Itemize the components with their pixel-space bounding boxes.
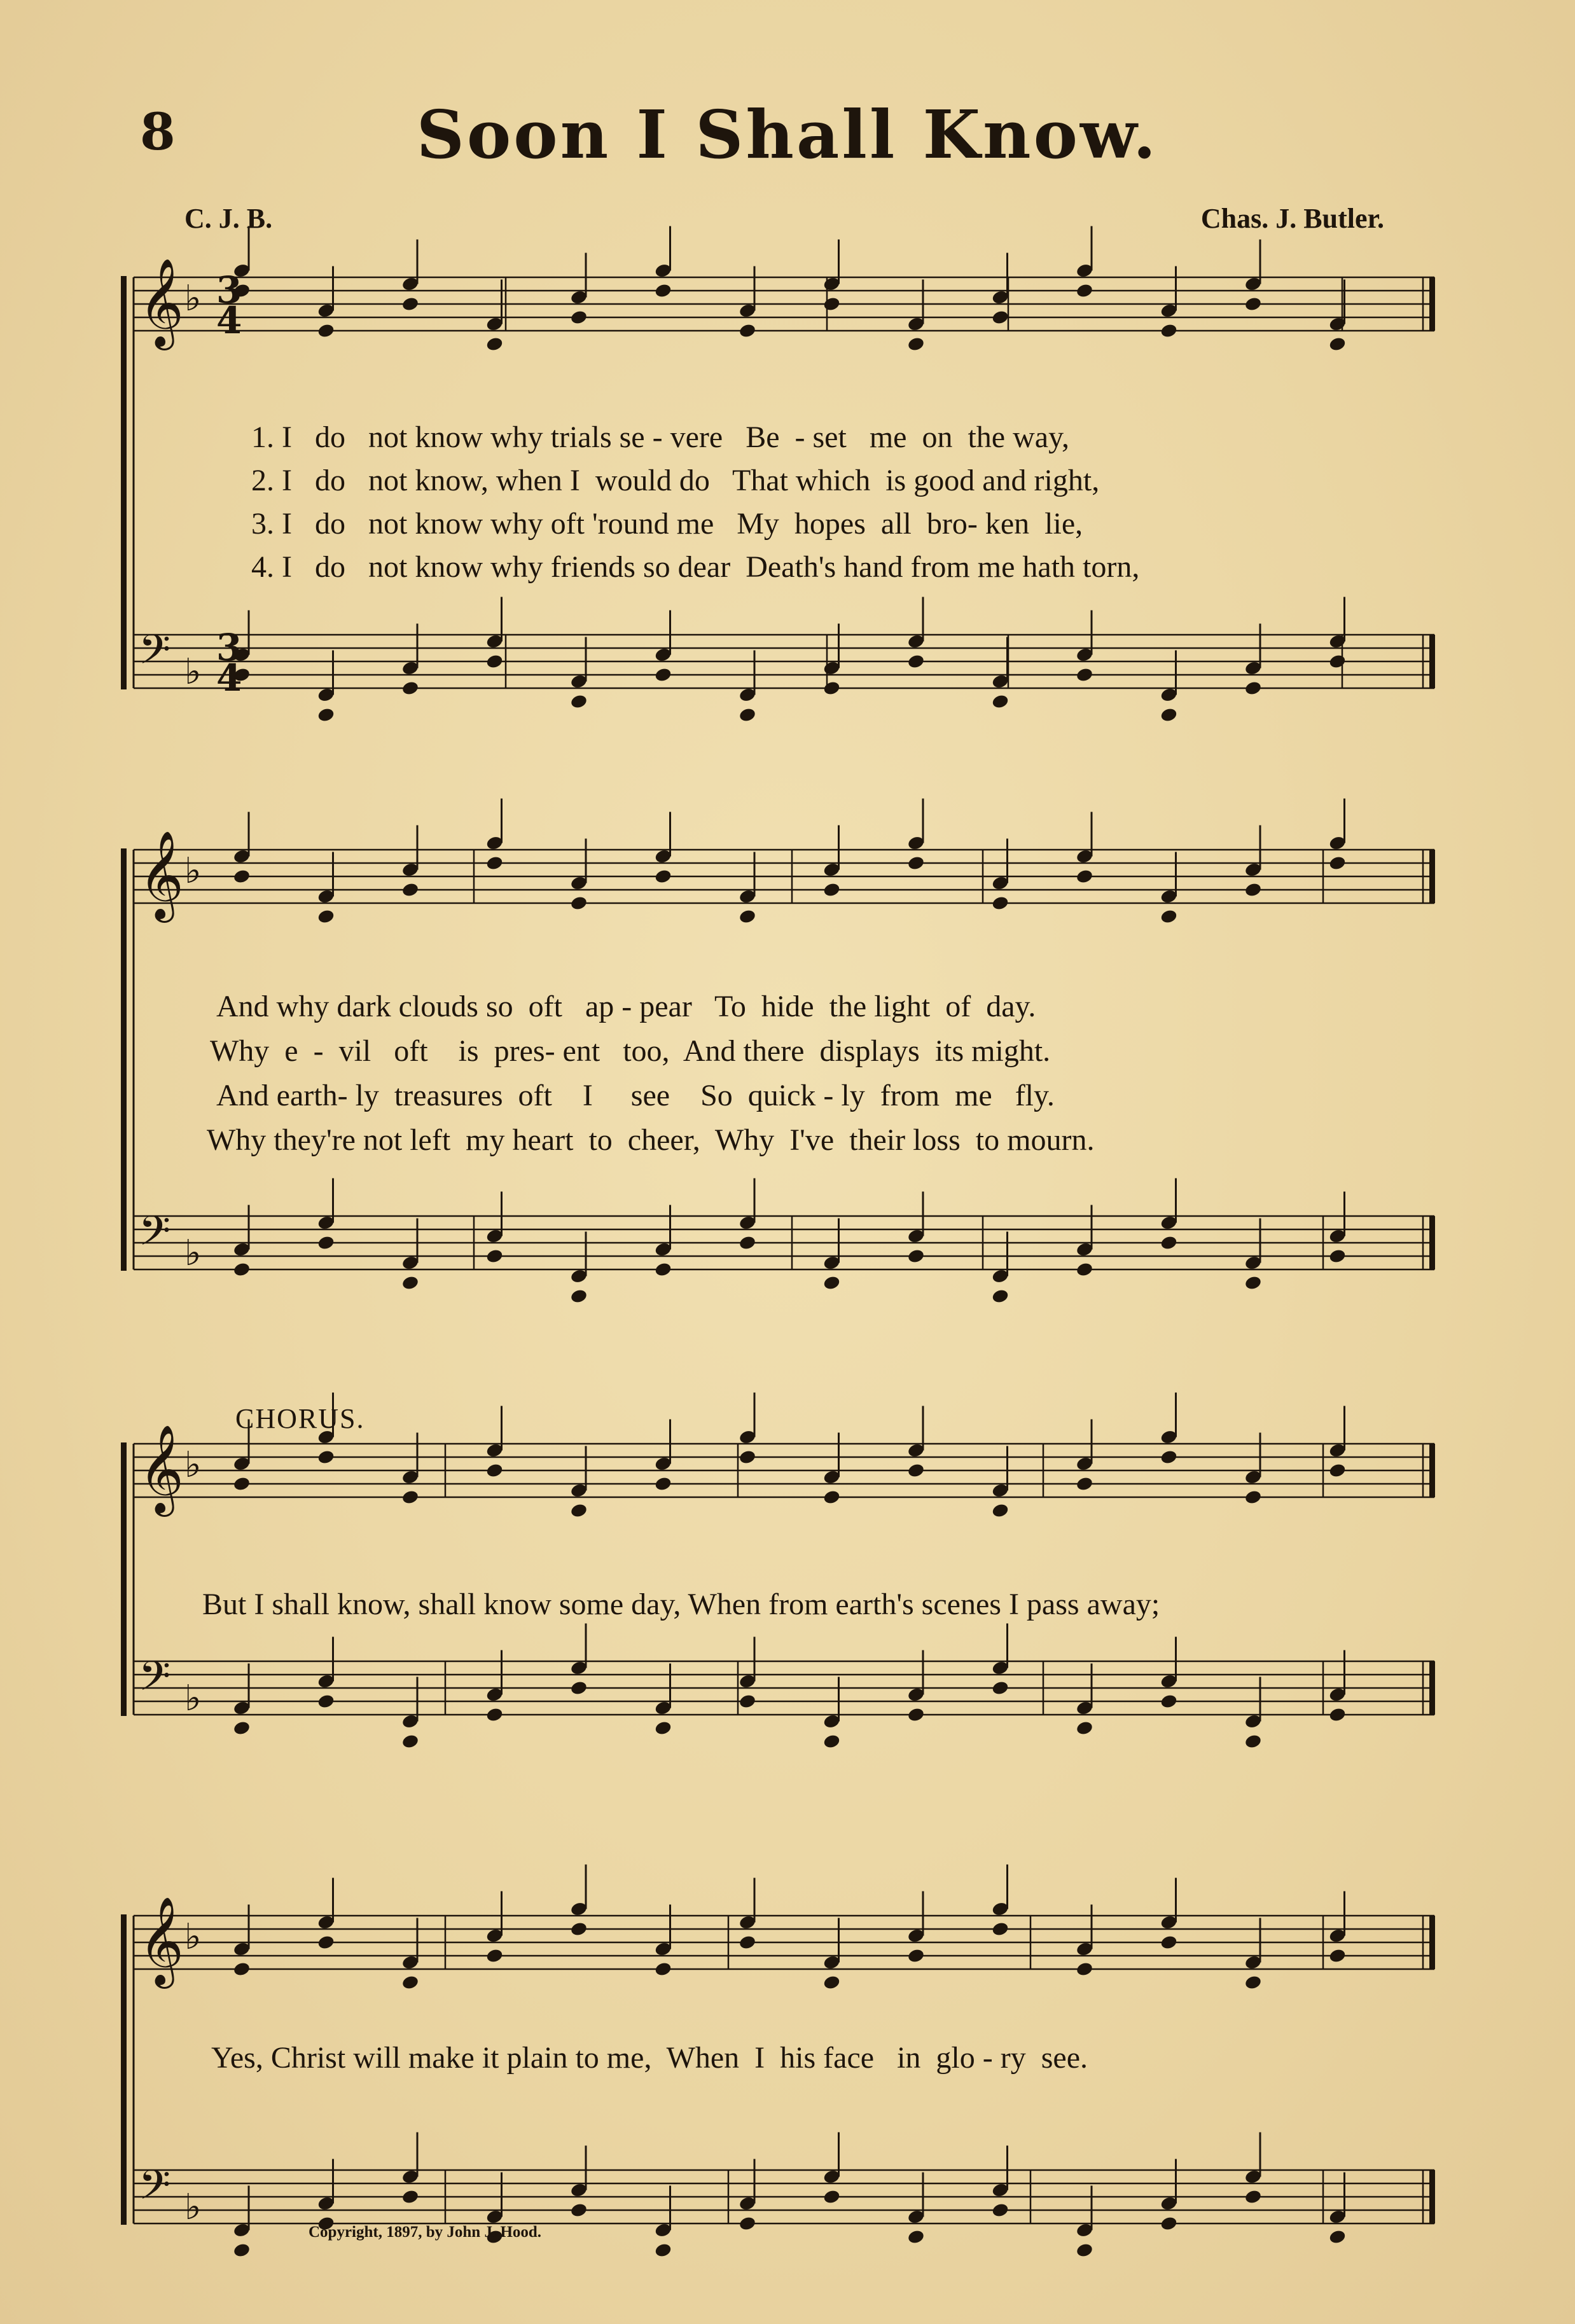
notehead — [1076, 868, 1094, 884]
notehead — [233, 2242, 251, 2258]
notehead — [822, 680, 841, 696]
notehead — [317, 908, 335, 924]
notehead — [991, 693, 1010, 709]
notehead — [1328, 855, 1347, 871]
music-credit: Chas. J. Butler. — [1200, 203, 1384, 234]
verse-3-line-2: And earth- ly treasures oft I see So quick - ly from me fly. — [216, 1079, 1055, 1112]
time-signature-bottom: 4 — [216, 656, 242, 700]
chorus-line-2: Yes, Christ will make it plain to me, When I his face in glo - ry see. — [211, 2041, 1088, 2075]
notehead — [570, 1288, 588, 1304]
notehead — [1244, 1974, 1263, 1990]
flat-sign: ♭ — [184, 651, 202, 693]
notehead — [1244, 1733, 1263, 1749]
notehead — [739, 1235, 757, 1250]
notehead — [739, 707, 757, 723]
notehead — [822, 1489, 841, 1505]
notehead — [1244, 296, 1263, 312]
notehead — [739, 908, 757, 924]
final-barline-thick — [1429, 1661, 1435, 1715]
notehead — [570, 2202, 588, 2218]
notehead — [991, 1680, 1010, 1696]
notehead — [401, 1733, 420, 1749]
notehead — [1244, 680, 1263, 696]
bass-clef: 𝄢 — [139, 626, 171, 684]
notehead — [991, 895, 1010, 911]
notehead — [570, 1921, 588, 1937]
notehead — [317, 1934, 335, 1950]
notehead — [570, 309, 588, 325]
notehead — [233, 1476, 251, 1491]
notehead — [1244, 2189, 1263, 2204]
notehead — [1328, 1947, 1347, 1963]
notehead — [317, 1449, 335, 1465]
notehead — [907, 1947, 926, 1963]
notehead — [401, 680, 420, 696]
notehead — [485, 1947, 504, 1963]
notehead — [485, 1462, 504, 1478]
flat-sign: ♭ — [184, 1444, 202, 1486]
notehead — [991, 2202, 1010, 2218]
notehead — [1160, 1934, 1178, 1950]
notehead — [1160, 1449, 1178, 1465]
chorus-label: CHORUS. — [235, 1403, 365, 1434]
notehead — [1328, 1706, 1347, 1722]
notehead — [1076, 1961, 1094, 1977]
hymn-title: Soon I Shall Know. — [416, 95, 1159, 174]
notehead — [401, 2189, 420, 2204]
flat-sign: ♭ — [184, 1678, 202, 1719]
notehead — [485, 1248, 504, 1264]
notehead — [401, 1489, 420, 1505]
notehead — [1328, 1248, 1347, 1264]
notehead — [1328, 2229, 1347, 2244]
notehead — [233, 1720, 251, 1736]
treble-clef: 𝄞 — [139, 1897, 184, 1985]
treble-clef: 𝄞 — [139, 831, 184, 919]
verse-4-line-1: 4. I do not know why friends so dear Death's hand from me hath torn, — [251, 550, 1140, 584]
notehead — [1076, 282, 1094, 298]
system-bracket — [121, 1914, 127, 2225]
notehead — [654, 667, 672, 682]
notehead — [401, 1974, 420, 1990]
notehead — [1244, 882, 1263, 897]
final-barline-thick — [1429, 2170, 1435, 2224]
notehead — [907, 1462, 926, 1478]
verse-3-line-1: 3. I do not know why oft 'round me My hopes all bro- ken lie, — [251, 507, 1083, 541]
flat-sign: ♭ — [184, 1233, 202, 1274]
notehead — [1160, 707, 1178, 723]
time-signature-bottom: 4 — [216, 299, 242, 342]
system-bracket — [121, 276, 127, 689]
system-bracket — [121, 1442, 127, 1716]
notehead — [739, 1449, 757, 1465]
notehead — [907, 2229, 926, 2244]
bass-clef: 𝄢 — [139, 1653, 171, 1710]
verse-2-line-1: 2. I do not know, when I would do That which is good and right, — [251, 464, 1100, 497]
notehead — [991, 1288, 1010, 1304]
notehead — [233, 1261, 251, 1277]
notehead — [570, 693, 588, 709]
notehead — [401, 1275, 420, 1290]
notehead — [654, 282, 672, 298]
flat-sign: ♭ — [184, 850, 202, 892]
notehead — [233, 868, 251, 884]
notehead — [317, 1235, 335, 1250]
notehead — [822, 1974, 841, 1990]
notehead — [739, 1693, 757, 1709]
verse-1-line-2: And why dark clouds so oft ap - pear To hide the light of day. — [216, 990, 1036, 1023]
notehead — [907, 653, 926, 669]
notehead — [822, 2189, 841, 2204]
flat-sign: ♭ — [184, 1916, 202, 1958]
notehead — [654, 1961, 672, 1977]
final-barline-thick — [1429, 277, 1435, 331]
notehead — [739, 2215, 757, 2231]
notehead — [1160, 1235, 1178, 1250]
notehead — [991, 309, 1010, 325]
notehead — [654, 1261, 672, 1277]
notehead — [1076, 1476, 1094, 1491]
notehead — [485, 855, 504, 871]
notehead — [1076, 2242, 1094, 2258]
page-number: 8 — [140, 102, 176, 162]
notehead — [822, 296, 841, 312]
notehead — [739, 1934, 757, 1950]
copyright-notice: Copyright, 1897, by John J. Hood. — [309, 2224, 542, 2241]
notehead — [317, 322, 335, 338]
words-credit: C. J. B. — [184, 203, 273, 234]
final-barline-thick — [1429, 1916, 1435, 1969]
verse-1-line-1: 1. I do not know why trials se - vere Be - set me on the way, — [251, 420, 1069, 454]
notehead — [1244, 1489, 1263, 1505]
notehead — [991, 1921, 1010, 1937]
notehead — [317, 1693, 335, 1709]
notehead — [654, 1720, 672, 1736]
notehead — [907, 336, 926, 352]
final-barline-thick — [1429, 850, 1435, 903]
bass-clef: 𝄢 — [139, 2162, 171, 2219]
notehead — [570, 1680, 588, 1696]
notehead — [570, 895, 588, 911]
notehead — [1160, 908, 1178, 924]
notehead — [485, 653, 504, 669]
treble-clef: 𝄞 — [139, 258, 184, 347]
notehead — [1076, 667, 1094, 682]
notehead — [1328, 653, 1347, 669]
flat-sign: ♭ — [184, 278, 202, 319]
notehead — [1160, 2215, 1178, 2231]
notehead — [907, 1248, 926, 1264]
final-barline-thick — [1429, 1216, 1435, 1269]
final-barline-thick — [1429, 1444, 1435, 1497]
notehead — [991, 1502, 1010, 1518]
time-signature-top: 3 — [216, 268, 242, 312]
flat-sign: ♭ — [184, 2187, 202, 2228]
notehead — [401, 296, 420, 312]
notehead — [1160, 1693, 1178, 1709]
time-signature-top: 3 — [216, 626, 242, 669]
final-barline-thick — [1429, 635, 1435, 688]
notehead — [1328, 1462, 1347, 1478]
notehead — [1160, 322, 1178, 338]
notehead — [485, 336, 504, 352]
notehead — [401, 882, 420, 897]
notehead — [654, 1476, 672, 1491]
notehead — [822, 882, 841, 897]
notehead — [907, 1706, 926, 1722]
notehead — [233, 1961, 251, 1977]
verse-2-line-2: Why e - vil oft is pres- ent too, And there displays its might. — [210, 1034, 1051, 1068]
verse-4-line-2: Why they're not left my heart to cheer, Why I've their loss to mourn. — [207, 1123, 1095, 1157]
notehead — [1076, 1720, 1094, 1736]
notehead — [907, 855, 926, 871]
notehead — [570, 1502, 588, 1518]
treble-clef: 𝄞 — [139, 1425, 184, 1513]
chorus-line-1: But I shall know, shall know some day, When from earth's scenes I pass away; — [202, 1587, 1160, 1621]
notehead — [739, 322, 757, 338]
notehead — [1076, 1261, 1094, 1277]
notehead — [822, 1733, 841, 1749]
notehead — [822, 1275, 841, 1290]
notehead — [654, 2242, 672, 2258]
notehead — [485, 1706, 504, 1722]
notehead — [1328, 336, 1347, 352]
bass-clef: 𝄢 — [139, 1208, 171, 1265]
system-bracket — [121, 848, 127, 1271]
notehead — [1244, 1275, 1263, 1290]
notehead — [317, 707, 335, 723]
notehead — [654, 868, 672, 884]
